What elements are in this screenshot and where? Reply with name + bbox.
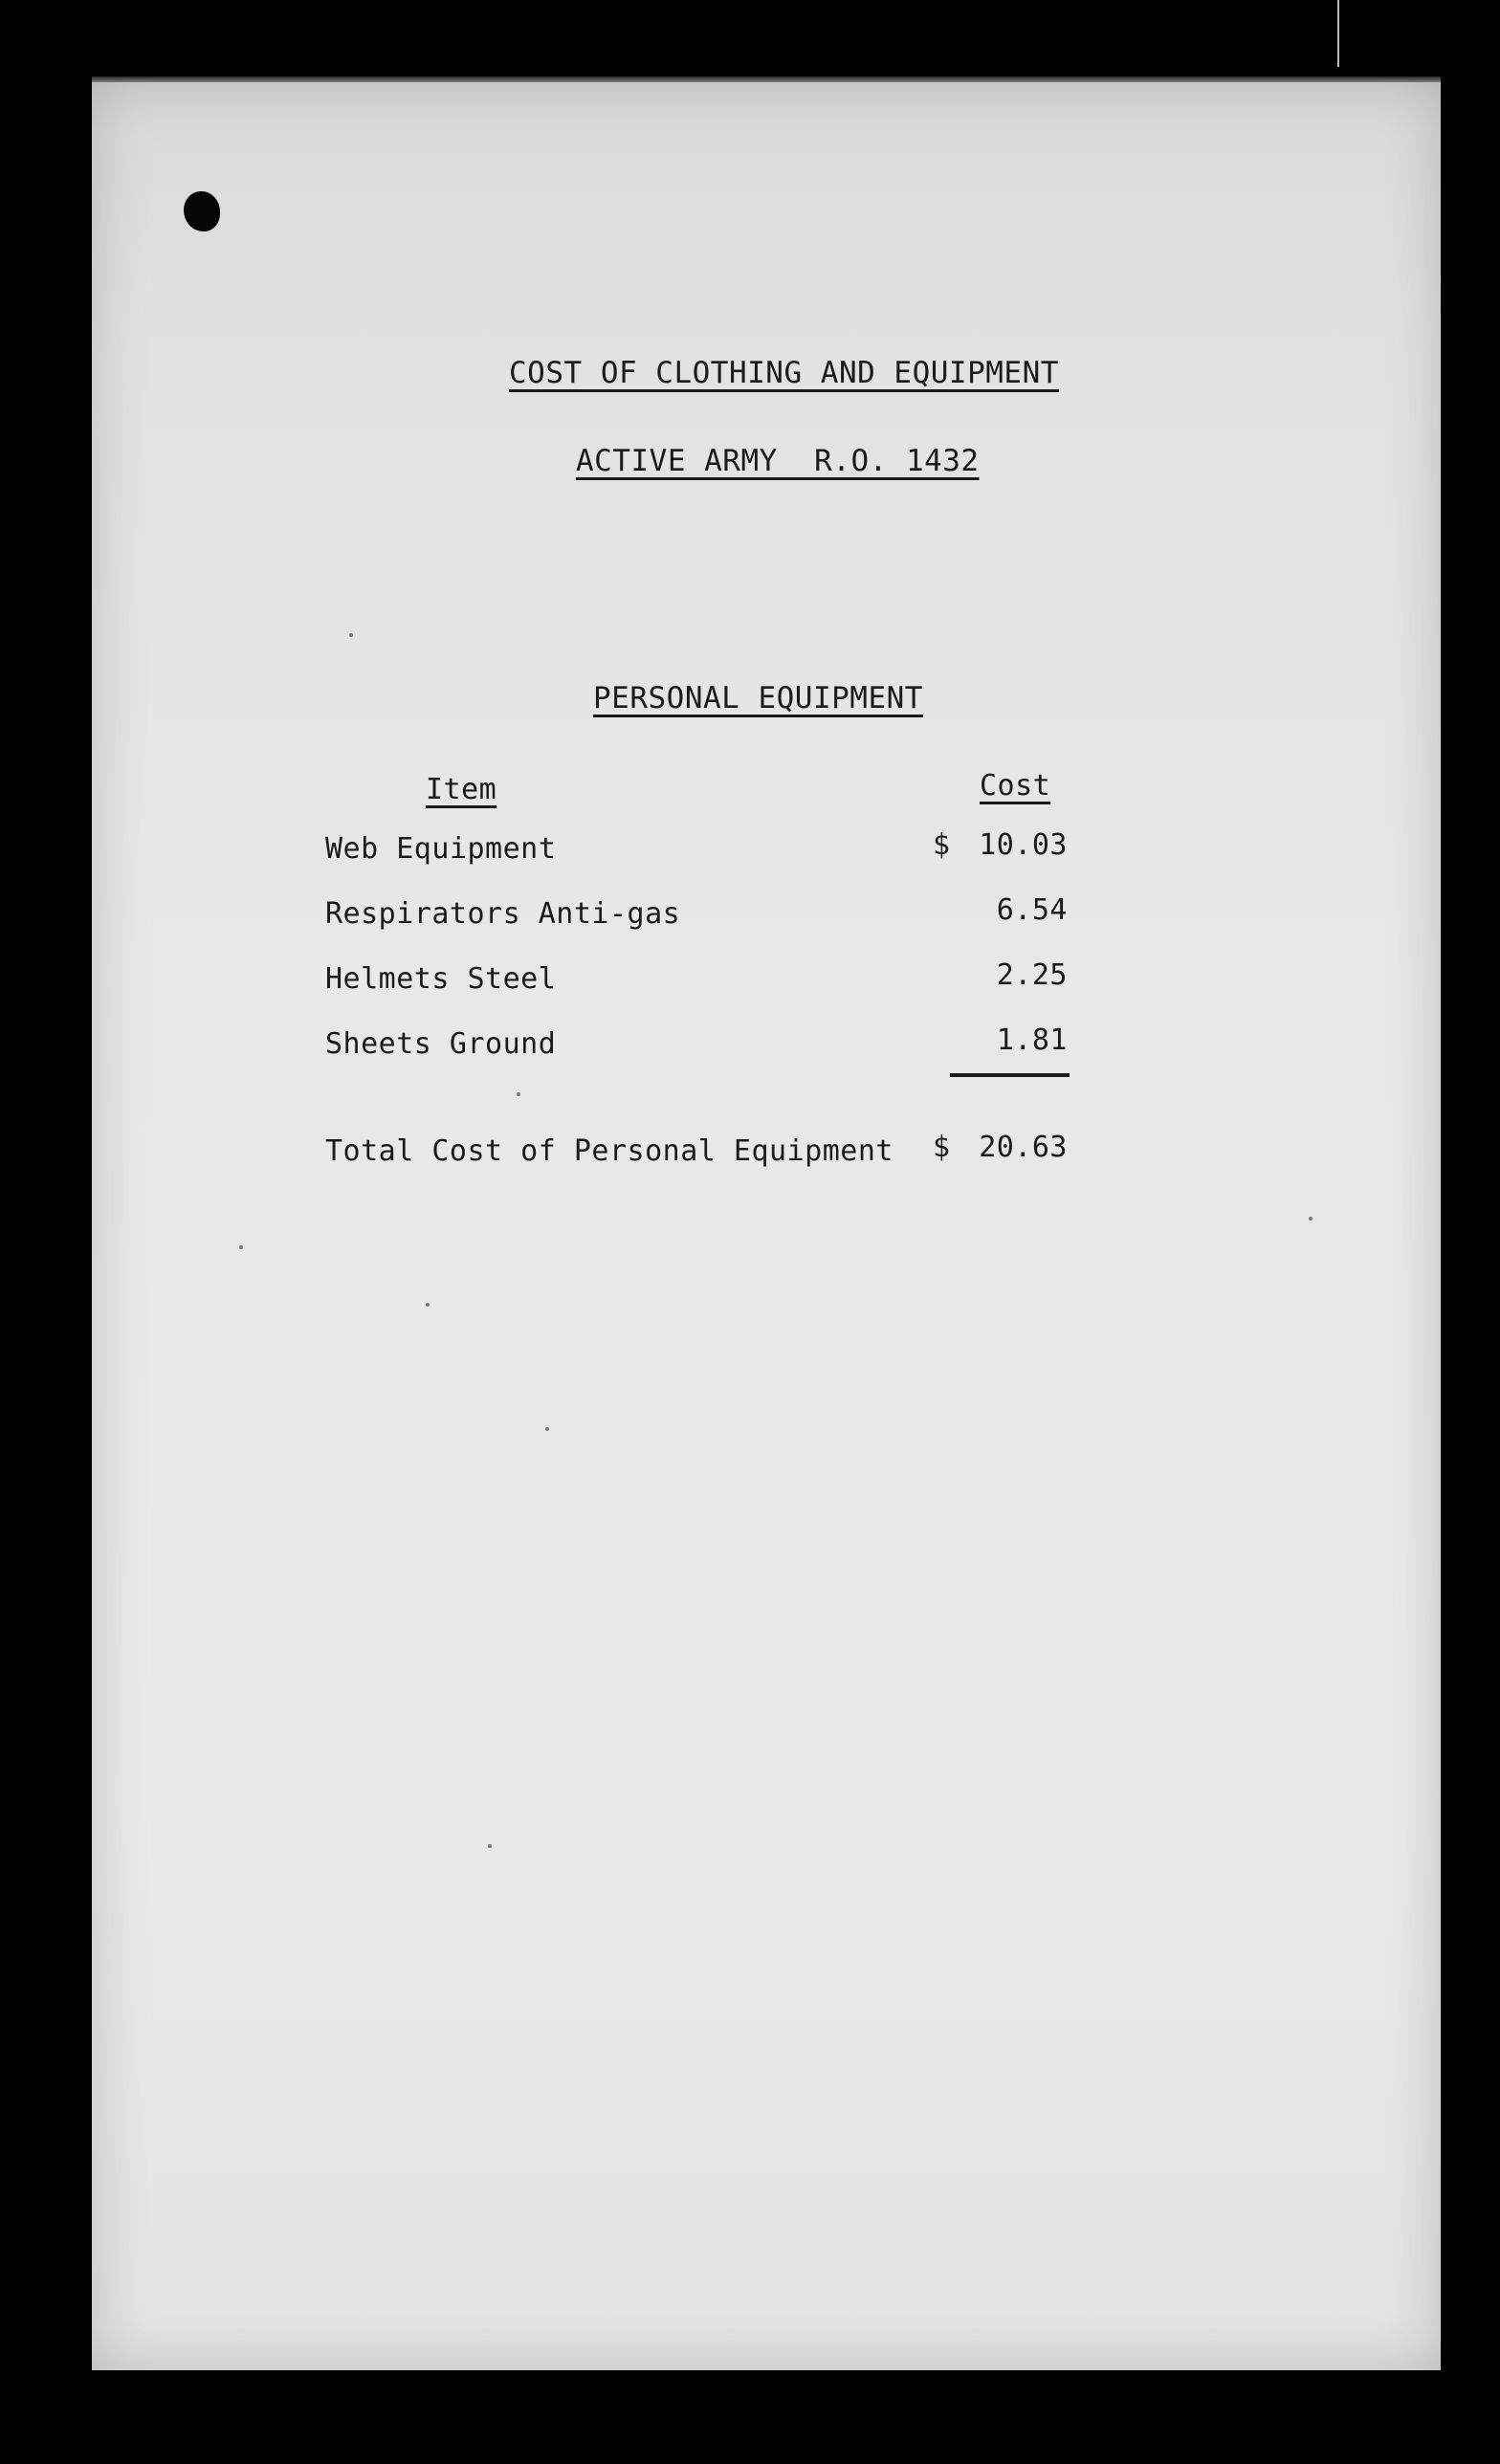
document-title: COST OF CLOTHING AND EQUIPMENT [509,356,1059,390]
table-row-cost: 10.03 [979,828,1068,862]
total-currency: $ [933,1131,951,1164]
document-subtitle: ACTIVE ARMY R.O. 1432 [576,444,980,478]
scan-speck [545,1427,549,1431]
column-header-item: Item [426,773,497,806]
table-row-item: Helmets Steel [325,962,557,996]
table-row-cost: 2.25 [996,958,1068,992]
table-row-currency: $ [933,828,951,862]
table-row-item: Web Equipment [325,832,557,866]
scan-speck [239,1245,243,1249]
scan-speck [349,633,353,637]
paper-sheet [92,82,1441,2370]
sum-rule [950,1073,1070,1077]
scan-speck [488,1844,492,1848]
column-header-cost: Cost [980,769,1051,803]
table-row-item: Respirators Anti-gas [325,897,681,931]
punch-hole [184,191,220,231]
table-row-cost: 1.81 [996,1023,1068,1057]
total-label: Total Cost of Personal Equipment [325,1134,893,1168]
table-row-item: Sheets Ground [325,1027,557,1061]
section-heading: PERSONAL EQUIPMENT [593,681,923,715]
scan-speck [1309,1217,1312,1221]
film-mark [1337,0,1339,67]
scan-speck [517,1092,520,1096]
total-cost: 20.63 [979,1131,1068,1164]
scan-speck [426,1303,430,1307]
table-row-cost: 6.54 [996,893,1068,927]
